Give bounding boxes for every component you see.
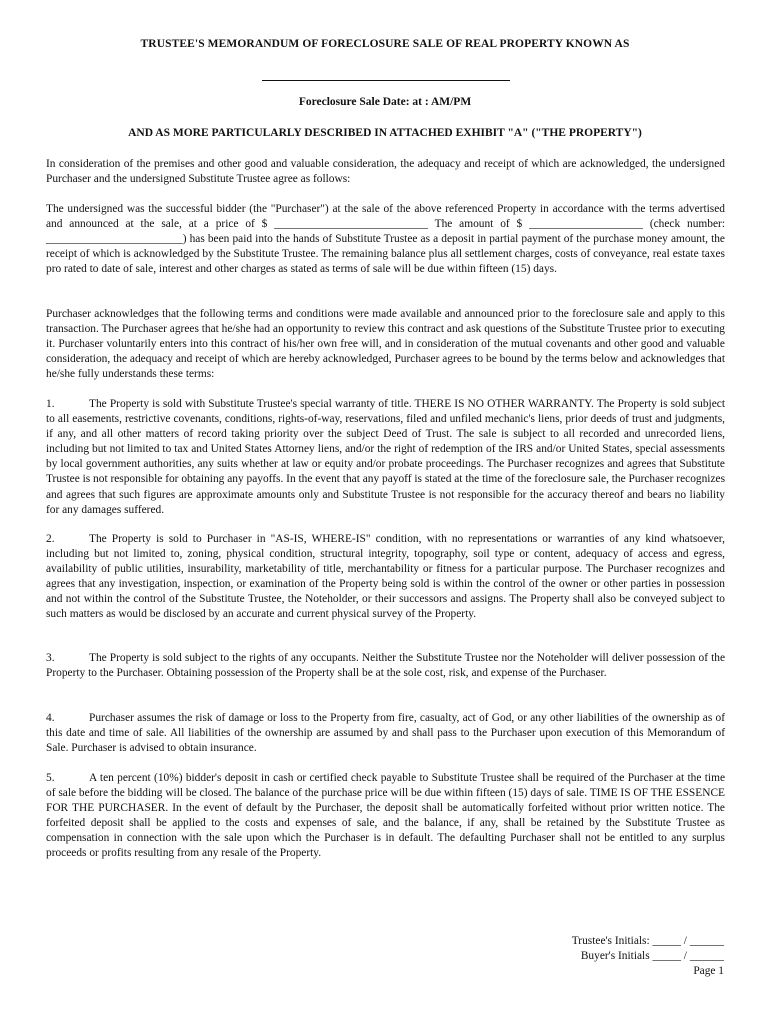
term-text: Purchaser assumes the risk of damage or loss to the Property from fire, casualty, act of God, or any other liabilities of the ownership as of this date and time of sale. All liabilities of the ownership are assumed by and shall pass to the Purchaser upon execution of this Memorandum of Sale. Purchaser is advised to obtain insurance. (46, 712, 725, 755)
term-4 (46, 711, 725, 756)
intro-text: In consideration of the premises and other good and valuable consideration, the adequacy and receipt of which are acknowledged, the undersigned Purchaser and the undersigned Substitute Trustee agree as follows: (46, 158, 725, 186)
acknowledgement-paragraph (46, 307, 725, 382)
document-title: TRUSTEE'S MEMORANDUM OF FORECLOSURE SALE OF REAL PROPERTY KNOWN AS (140, 38, 630, 50)
bid-text: The undersigned was the successful bidder (the "Purchaser") at the sale of the above referenced Property in accordance with the terms advertised and announced at the sale, at a price of $ ___________________________ The amount of $ ____________________ (check number: ________________________) has been paid into the hands of Substitute Trustee as a deposit in partial payment of the purchase money amount, the receipt of which is acknowledged by the Substitute Trustee. The remaining balance plus all settlement charges, costs of conveyance, real estate taxes pro rated to date of sale, interest and other charges as stated as terms of sale will be due within fifteen (15) days. (46, 203, 725, 276)
property-address-line (262, 80, 510, 81)
exhibit-reference: AND AS MORE PARTICULARLY DESCRIBED IN ATTACHED EXHIBIT "A" ("THE PROPERTY") (128, 127, 642, 139)
page-number: Page 1 (693, 965, 724, 977)
term-5 (46, 771, 725, 862)
term-number: 3. (46, 652, 55, 664)
term-text: The Property is sold to Purchaser in "AS-IS, WHERE-IS" condition, with no representations or warranties of any kind whatsoever, including but not limited to, zoning, physical condition, structural integrity, topography, soil type or content, adequacy of access and egress, availability of public utilities, insurability, marketability of title, merchantability or fitness for a particular purpose. The Purchaser recognizes and agrees that any investigation, inspection, or examination of the Property being sold is within the control of the owner or other parties in possession and not within the control of the Substitute Trustee, the Noteholder, or their successors and assigns. The Property shall also be conveyed subject to such matters as would be disclosed by an accurate and current physical survey of the Property. (46, 533, 725, 621)
term-text: A ten percent (10%) bidder's deposit in cash or certified check payable to Substitute Trustee shall be required of the Purchaser at the time of sale before the bidding will be closed. The balance of the purchase price will be due within fifteen (15) days of sale. TIME IS OF THE ESSENCE FOR THE PURCHASER. In the event of default by the Purchaser, the deposit shall be automatically forfeited without prior written notice. The forfeited deposit shall be applied to the costs and expenses of sale, and the balance, if any, shall be retained by the Substitute Trustee as compensation in connection with the sale upon which the Purchaser is in default. The defaulting Purchaser shall not be entitled to any surplus proceeds or profits resulting from any resale of the Property. (46, 772, 725, 860)
term-2 (46, 532, 725, 623)
term-text: The Property is sold subject to the rights of any occupants. Neither the Substitute Trustee nor the Noteholder will deliver possession of the Property to the Purchaser. Obtaining possession of the Property shall be at the sole cost, risk, and expense of the Purchaser. (46, 652, 725, 680)
acknowledgement-text: Purchaser acknowledges that the following terms and conditions were made available and announced prior to the foreclosure sale and apply to this transaction. The Purchaser agrees that he/she had an opportunity to review this contract and ask questions of the Substitute Trustee prior to executing it. Purchaser voluntarily enters into this contract of his/her own free will, and in consideration of the mutual covenants and other good and valuable consideration, the adequacy and receipt of which are hereby acknowledged, Purchaser agrees to be bound by the terms below and acknowledges that he/she fully understands these terms: (46, 308, 725, 381)
foreclosure-sale-date: Foreclosure Sale Date: at : AM/PM (298, 96, 472, 108)
buyer-initials: Buyer's Initials _____ / ______ (580, 950, 724, 962)
term-1 (46, 397, 725, 518)
term-number: 2. (46, 533, 55, 545)
bid-paragraph (46, 202, 725, 277)
term-3 (46, 651, 725, 681)
intro-paragraph (46, 157, 725, 187)
term-number: 1. (46, 398, 55, 410)
trustee-initials: Trustee's Initials: _____ / ______ (571, 935, 724, 947)
term-number: 5. (46, 772, 55, 784)
term-number: 4. (46, 712, 55, 724)
term-text: The Property is sold with Substitute Trustee's special warranty of title. THERE IS NO OTHER WARRANTY. The Property is sold subject to all easements, restrictive covenants, conditions, rights-of-way, reservations, filed and unfiled mechanic's liens, prior deeds of trust and judgments, if any, and all other matters of record taking priority over the subject Deed of Trust. The sale is subject to all recorded and unrecorded liens, including but not limited to tax and United States Attorney liens, and/or the right of redemption of the IRS and/or United States, special assessments by local government authorities, any suits whether at law or equity and/or probate proceedings. The Purchaser recognizes and agrees that Substitute Trustee is not responsible for obtaining any payoffs. In the event that any payoff is stated at the time of the foreclosure sale, the Purchaser recognizes and agrees that such figures are approximate amounts only and Substitute Trustee is not responsible for the accuracy thereof and bears no liability for any damages suffered. (46, 398, 725, 516)
